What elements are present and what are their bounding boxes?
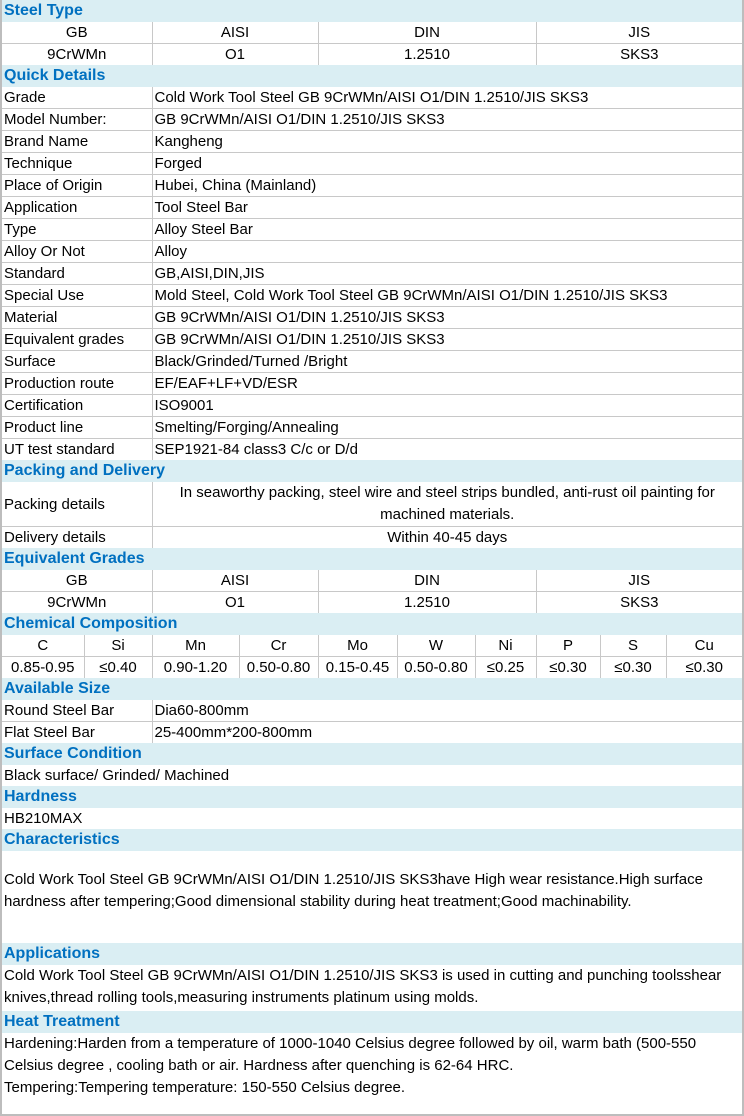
value-gb: 9CrWMn [47, 46, 107, 63]
value-aisi: O1 [152, 44, 318, 66]
table-row [2, 527, 742, 549]
table-row [2, 131, 742, 153]
detail-value: Hubei, China (Mainland) [152, 175, 742, 197]
detail-value: Cold Work Tool Steel GB 9CrWMn/AISI O1/DIN 1.2510/JIS SKS3 [152, 87, 742, 109]
value-aisi: O1 [152, 592, 318, 614]
section-title-surface-condition: Surface Condition [2, 743, 742, 765]
detail-value: Smelting/Forging/Annealing [152, 417, 742, 439]
size-value: Dia60-800mm [152, 700, 742, 722]
table-row [2, 592, 742, 614]
value-din: 1.2510 [318, 44, 536, 66]
detail-label: Model Number: [2, 109, 152, 131]
equivalent-grades-table [2, 548, 742, 613]
detail-value: Tool Steel Bar [152, 197, 742, 219]
section-title-applications: Applications [2, 943, 742, 965]
table-row [2, 153, 742, 175]
header-mo: Mo [318, 635, 397, 657]
header-mn: Mn [152, 635, 239, 657]
value-w: 0.50-0.80 [397, 657, 475, 679]
hardening-text: Hardening:Harden from a temperature of 1000-1040 Celsius degree followed by oil, warm bath (500-550 Celsius degree , cooling bath or air. Hardness after quenching is 62-64 HRC. [4, 1035, 697, 1074]
header-din: DIN [318, 22, 536, 44]
size-label: Round Steel Bar [2, 700, 152, 722]
table-row [2, 109, 742, 131]
detail-value: Mold Steel, Cold Work Tool Steel GB 9CrWMn/AISI O1/DIN 1.2510/JIS SKS3 [152, 285, 742, 307]
detail-label: Application [2, 197, 152, 219]
detail-value: Forged [152, 153, 742, 175]
detail-label: Place of Origin [2, 175, 152, 197]
header-gb: GB [2, 22, 152, 44]
value-ni: ≤0.25 [475, 657, 536, 679]
heat-treatment-table [2, 1011, 742, 1033]
table-row [2, 197, 742, 219]
detail-value: EF/EAF+LF+VD/ESR [152, 373, 742, 395]
characteristics-table [2, 829, 742, 851]
value-din: 1.2510 [318, 592, 536, 614]
section-title-chemical-composition: Chemical Composition [2, 613, 742, 635]
detail-label: Special Use [2, 285, 152, 307]
size-value: 25-400mm*200-800mm [152, 722, 742, 744]
header-jis: JIS [536, 570, 742, 592]
header-c: C [2, 635, 84, 657]
section-title-packing-delivery: Packing and Delivery [2, 460, 742, 482]
header-ni: Ni [475, 635, 536, 657]
detail-value: GB 9CrWMn/AISI O1/DIN 1.2510/JIS SKS3 [152, 109, 742, 131]
table-row [2, 219, 742, 241]
surface-condition-table [2, 743, 742, 786]
delivery-details-value: Within 40-45 days [152, 527, 742, 549]
value-cu: ≤0.30 [666, 657, 742, 679]
table-row [2, 87, 742, 109]
detail-value: GB,AISI,DIN,JIS [152, 263, 742, 285]
detail-value: Alloy [152, 241, 742, 263]
header-si: Si [84, 635, 152, 657]
detail-value: ISO9001 [152, 395, 742, 417]
table-row [2, 722, 742, 744]
detail-label: Technique [2, 153, 152, 175]
applications-table [2, 943, 742, 965]
value-cr: 0.50-0.80 [239, 657, 318, 679]
value-jis: SKS3 [536, 44, 742, 66]
section-title-quick-details: Quick Details [2, 65, 742, 87]
detail-label: Standard [2, 263, 152, 285]
detail-label: Material [2, 307, 152, 329]
value-si: ≤0.40 [84, 657, 152, 679]
hardness-text: HB210MAX [4, 810, 83, 827]
section-title-hardness: Hardness [2, 786, 742, 808]
table-row [2, 175, 742, 197]
table-row [2, 482, 742, 527]
detail-label: Product line [2, 417, 152, 439]
value-p: ≤0.30 [536, 657, 600, 679]
delivery-details-label: Delivery details [4, 529, 106, 546]
value-s: ≤0.30 [600, 657, 666, 679]
size-label: Flat Steel Bar [4, 724, 95, 741]
detail-label: Alloy Or Not [2, 241, 152, 263]
header-jis: JIS [536, 22, 742, 44]
header-cr: Cr [239, 635, 318, 657]
tempering-text: Tempering:Tempering temperature: 150-550 Celsius degree. [4, 1079, 406, 1096]
hardness-table [2, 786, 742, 829]
detail-label: Equivalent grades [2, 329, 152, 351]
table-header-row [2, 22, 742, 44]
table-header-row [2, 635, 742, 657]
quick-details-table [2, 65, 742, 460]
applications-text: Cold Work Tool Steel GB 9CrWMn/AISI O1/DIN 1.2510/JIS SKS3 is used in cutting and punching toolsshear knives,thread rolling tools,measuring instruments platinum using molds. [4, 967, 722, 1006]
detail-value: Alloy Steel Bar [152, 219, 742, 241]
detail-label: Type [2, 219, 152, 241]
detail-value: SEP1921-84 class3 C/c or D/d [152, 439, 742, 461]
value-jis: SKS3 [536, 592, 742, 614]
table-row [2, 329, 742, 351]
table-row [2, 700, 742, 722]
detail-label: Brand Name [2, 131, 152, 153]
detail-label: UT test standard [4, 441, 115, 458]
section-title-available-size: Available Size [2, 678, 742, 700]
header-din: DIN [318, 570, 536, 592]
detail-value: Black/Grinded/Turned /Bright [152, 351, 742, 373]
detail-value: GB 9CrWMn/AISI O1/DIN 1.2510/JIS SKS3 [152, 307, 742, 329]
header-cu: Cu [666, 635, 742, 657]
table-row [2, 44, 742, 66]
table-row [2, 417, 742, 439]
section-title-heat-treatment: Heat Treatment [2, 1011, 742, 1033]
chemical-composition-table [2, 613, 742, 678]
detail-label: Surface [2, 351, 152, 373]
table-row [2, 439, 742, 461]
table-row [2, 657, 742, 679]
section-title-steel-type: Steel Type [2, 0, 742, 22]
packing-delivery-table [2, 460, 742, 548]
detail-value: GB 9CrWMn/AISI O1/DIN 1.2510/JIS SKS3 [152, 329, 742, 351]
available-size-table [2, 678, 742, 743]
packing-details-label: Packing details [2, 482, 152, 527]
characteristics-text: Cold Work Tool Steel GB 9CrWMn/AISI O1/DIN 1.2510/JIS SKS3have High wear resistance.High surface hardness after tempering;Good dimensional stability during heat treatment;Good machinability. [4, 871, 703, 910]
section-title-equivalent-grades: Equivalent Grades [2, 548, 742, 570]
steel-type-table [2, 0, 742, 65]
header-p: P [536, 635, 600, 657]
table-row [2, 285, 742, 307]
surface-condition-text: Black surface/ Grinded/ Machined [4, 767, 230, 784]
value-mo: 0.15-0.45 [318, 657, 397, 679]
table-row [2, 351, 742, 373]
table-row [2, 395, 742, 417]
section-title-characteristics: Characteristics [2, 829, 742, 851]
detail-label: Grade [2, 87, 152, 109]
detail-label: Certification [2, 395, 152, 417]
table-row [2, 263, 742, 285]
header-s: S [600, 635, 666, 657]
table-row [2, 241, 742, 263]
detail-label: Production route [2, 373, 152, 395]
value-mn: 0.90-1.20 [152, 657, 239, 679]
header-aisi: AISI [152, 22, 318, 44]
table-row [2, 373, 742, 395]
value-c: 0.85-0.95 [11, 659, 75, 676]
detail-value: Kangheng [152, 131, 742, 153]
header-gb: GB [2, 570, 152, 592]
header-w: W [397, 635, 475, 657]
packing-details-value: In seaworthy packing, steel wire and steel strips bundled, anti-rust oil painting for machined materials. [152, 482, 742, 527]
value-gb: 9CrWMn [47, 594, 107, 611]
header-aisi: AISI [152, 570, 318, 592]
table-row [2, 307, 742, 329]
table-header-row [2, 570, 742, 592]
